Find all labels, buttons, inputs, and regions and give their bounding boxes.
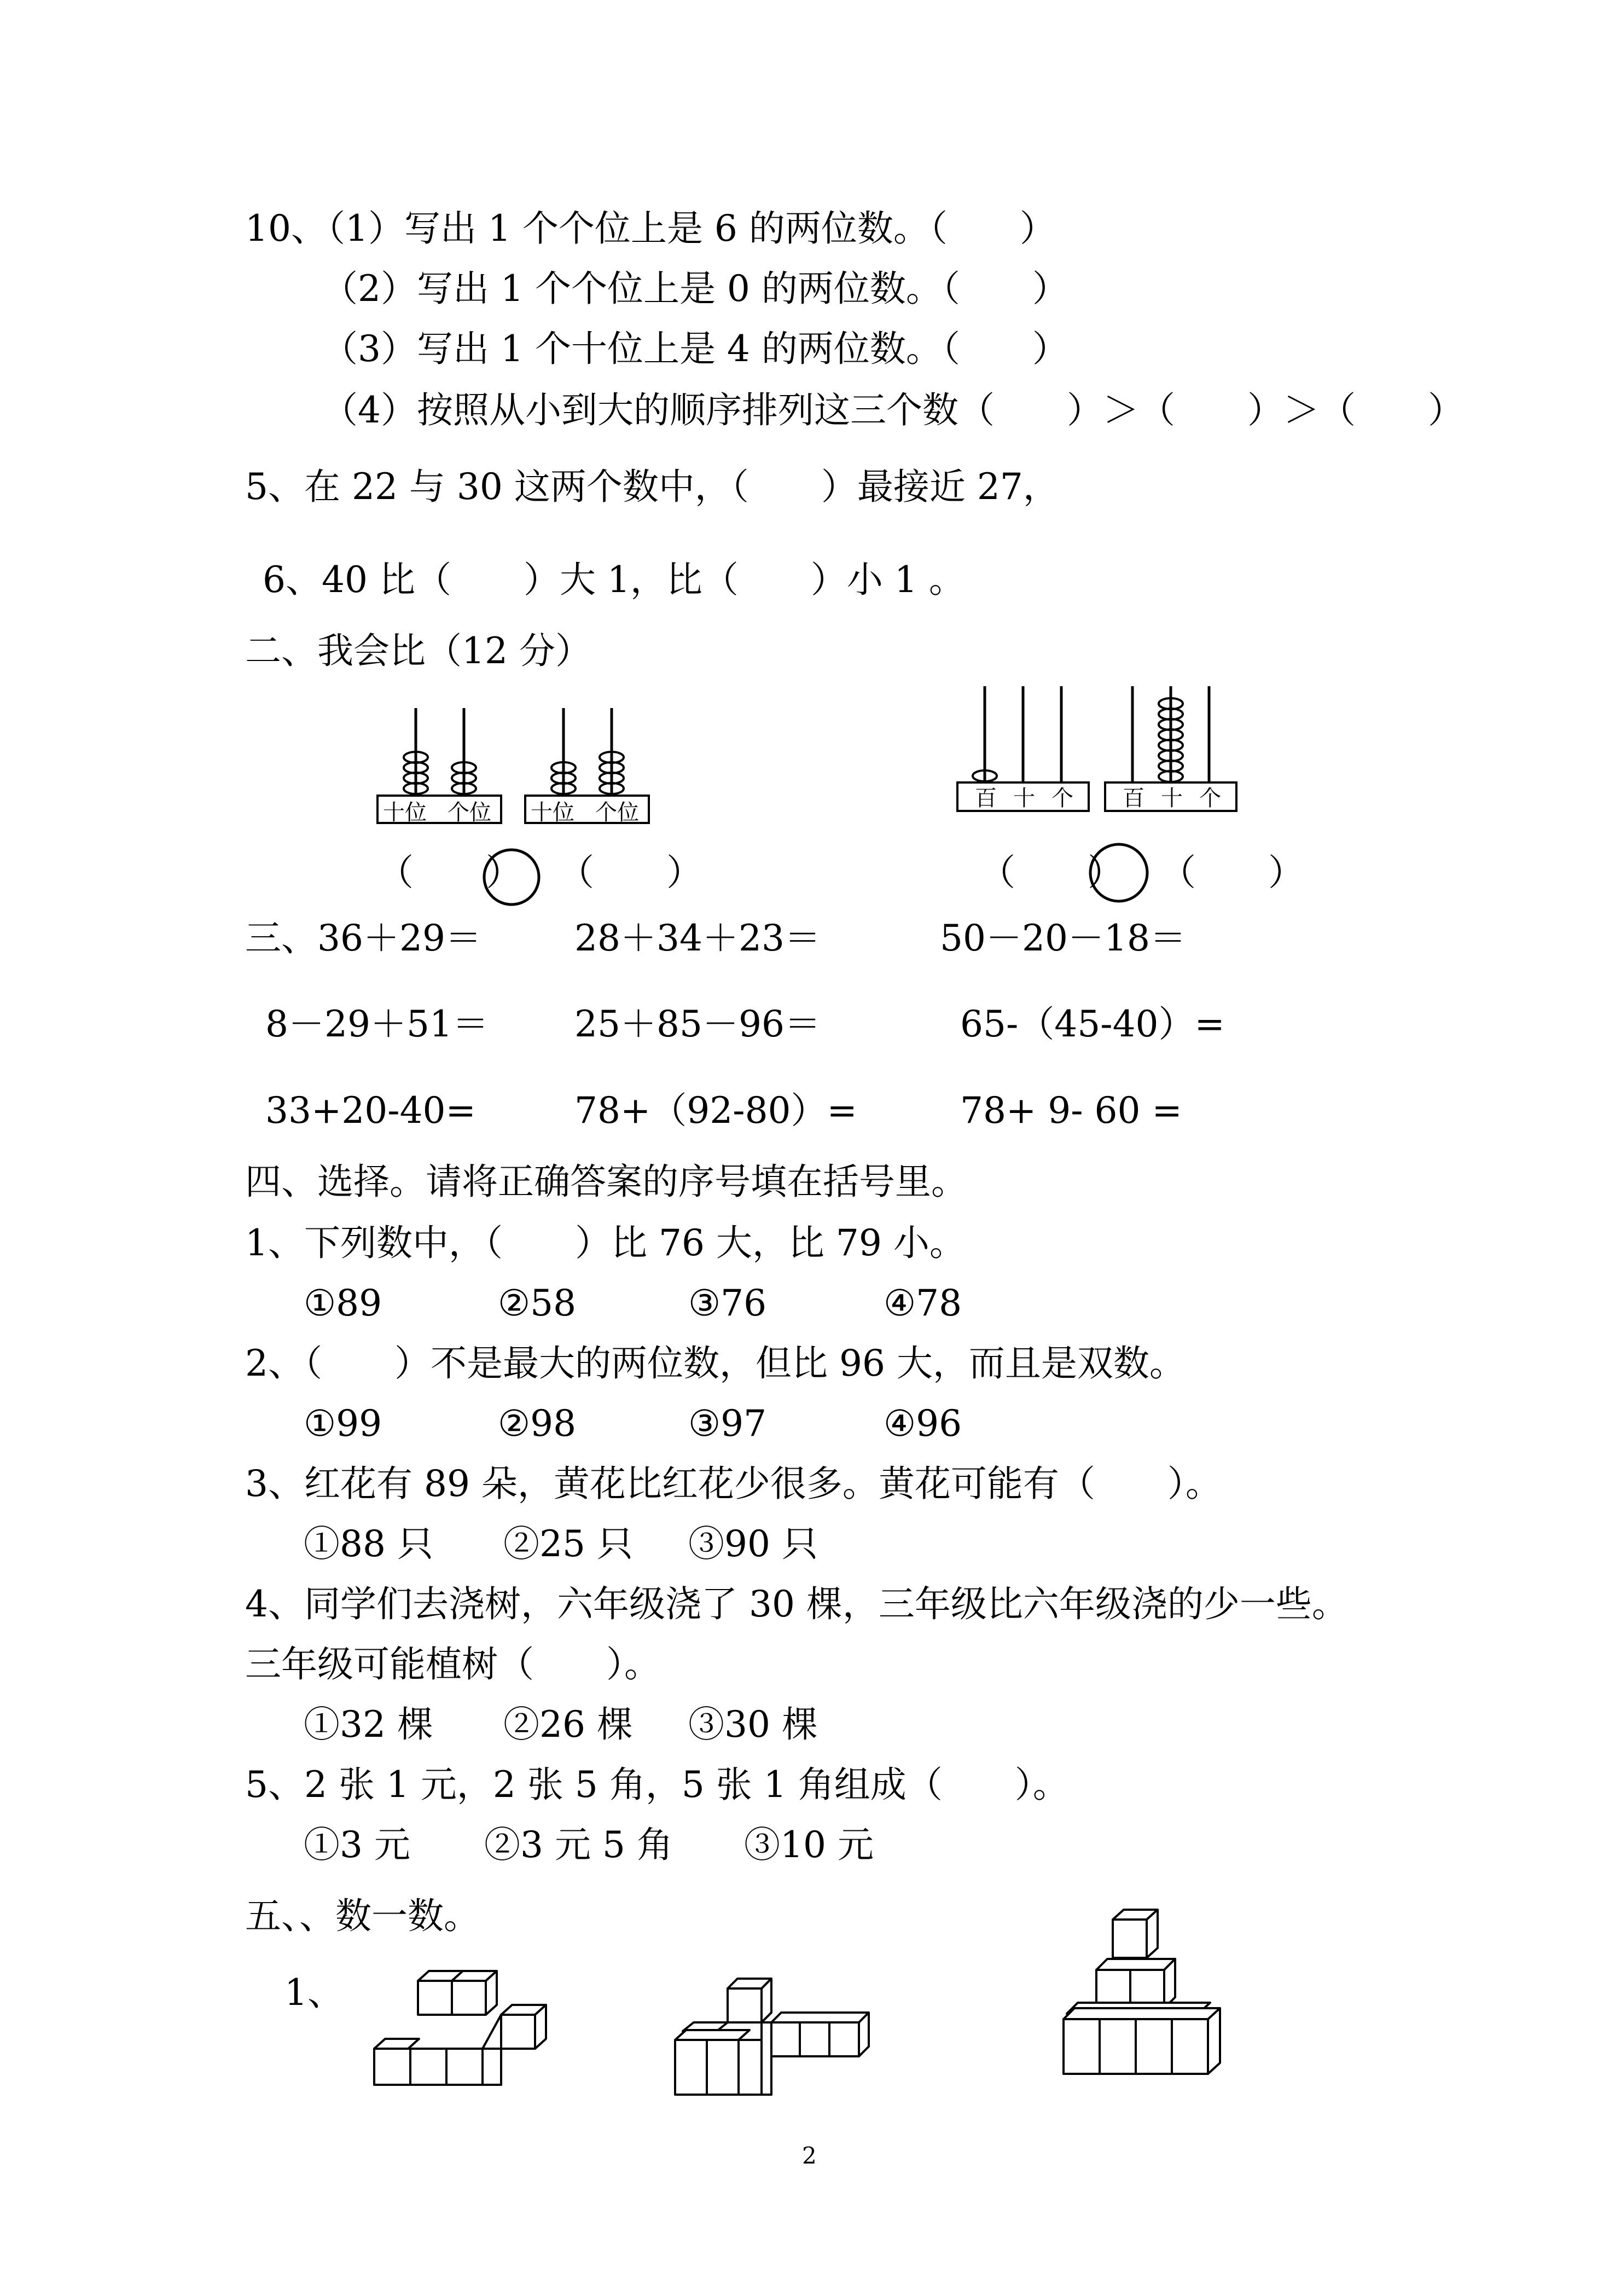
choice-q4-option: ③30 棵 bbox=[688, 1703, 818, 1746]
calc-r1c3: 50－20－18＝ bbox=[940, 917, 1186, 959]
calc-r3c3: 78+ 9- 60 = bbox=[960, 1089, 1182, 1132]
choice-q2-option: ①99 bbox=[304, 1402, 382, 1445]
q10-part4: （4）按照从小到大的顺序排列这三个数（ ）＞（ ）＞（ ） bbox=[322, 389, 1464, 431]
choice-q3: 3、红花有 89 朵，黄花比红花少很多。黄花可能有（ ）。 bbox=[245, 1463, 1222, 1505]
choice-q3-option: ①88 只 bbox=[304, 1523, 433, 1565]
abacus-label-hundreds: 百 bbox=[975, 786, 997, 811]
abacus-label-ones: 个位 bbox=[595, 800, 639, 825]
abacus-label-tens: 十 bbox=[1161, 786, 1183, 811]
calc-r3c1: 33+20-40= bbox=[265, 1089, 476, 1132]
count-q1-label: 1、 bbox=[284, 1972, 344, 2014]
compare-circle-left[interactable] bbox=[481, 847, 542, 907]
choice-q2-option: ④96 bbox=[884, 1402, 962, 1445]
section-two-title: 二、我会比（12 分） bbox=[245, 630, 591, 672]
choice-q4-option: ②26 棵 bbox=[503, 1703, 633, 1746]
question-5-closest: 5、在 22 与 30 这两个数中，（ ）最接近 27， bbox=[245, 466, 1059, 508]
cube-stack-figure-1 bbox=[372, 1964, 563, 2090]
choice-q4-line1: 4、同学们去浇树，六年级浇了 30 棵，三年级比六年级浇的少一些。 bbox=[245, 1583, 1348, 1625]
choice-q5-option: ①3 元 bbox=[304, 1824, 410, 1866]
choice-q2: 2、（ ）不是最大的两位数，但比 96 大，而且是双数。 bbox=[245, 1342, 1186, 1384]
abacus-label-hundreds: 百 bbox=[1123, 786, 1144, 811]
q10-part1: 10、（1）写出 1 个个位上是 6 的两位数。（ ） bbox=[245, 207, 1056, 250]
choice-q1-option: ②58 bbox=[498, 1282, 577, 1324]
compare-circle-right[interactable] bbox=[1089, 843, 1149, 903]
choice-q4-option: ①32 棵 bbox=[304, 1703, 433, 1746]
choice-q1-option: ③76 bbox=[688, 1282, 767, 1324]
abacus-label-ones: 个 bbox=[1051, 786, 1073, 811]
choice-q5: 5、2 张 1 元，2 张 5 角，5 张 1 角组成（ ）。 bbox=[245, 1764, 1069, 1806]
choice-q1: 1、下列数中，（ ）比 76 大，比 79 小。 bbox=[245, 1222, 966, 1264]
choice-q1-option: ①89 bbox=[304, 1282, 382, 1324]
choice-q3-option: ②25 只 bbox=[503, 1523, 633, 1565]
choice-q1-option: ④78 bbox=[884, 1282, 962, 1324]
calc-r3c2: 78+（92-80）= bbox=[574, 1089, 857, 1132]
abacus-label-ones: 个 bbox=[1199, 786, 1221, 811]
cube-stack-figure-2 bbox=[673, 1975, 870, 2101]
calc-r2c2: 25＋85－96＝ bbox=[574, 1003, 821, 1045]
calc-r1c1: 三、36＋29＝ bbox=[245, 917, 481, 959]
abacus-label-tens: 十位 bbox=[383, 800, 427, 825]
question-6-neighbors: 6、40 比（ ）大 1，比（ ）小 1 。 bbox=[263, 559, 965, 601]
abacus-label-tens: 十 bbox=[1013, 786, 1035, 811]
choice-q5-option: ③10 元 bbox=[744, 1824, 874, 1866]
abacus-label-tens: 十位 bbox=[531, 800, 574, 825]
choice-q4-line2: 三年级可能植树（ ）。 bbox=[245, 1643, 660, 1685]
choice-q5-option: ②3 元 5 角 bbox=[484, 1824, 673, 1866]
choice-q2-option: ②98 bbox=[498, 1402, 577, 1445]
choice-q2-option: ③97 bbox=[688, 1402, 767, 1445]
compare-blanks-right: （ ） （ ） bbox=[979, 851, 1304, 894]
q10-part3: （3）写出 1 个十位上是 4 的两位数。（ ） bbox=[322, 328, 1068, 370]
calc-r2c3: 65-（45-40）= bbox=[960, 1003, 1225, 1045]
choice-q3-option: ③90 只 bbox=[688, 1523, 818, 1565]
page-number: 2 bbox=[802, 2142, 817, 2169]
section-five-title: 五、、数一数。 bbox=[245, 1895, 480, 1937]
cube-stack-figure-3 bbox=[1061, 1904, 1253, 2096]
q10-part2: （2）写出 1 个个位上是 0 的两位数。（ ） bbox=[322, 268, 1068, 310]
calc-r2c1: 8－29＋51＝ bbox=[265, 1003, 489, 1045]
section-four-title: 四、选择。请将正确答案的序号填在括号里。 bbox=[245, 1161, 967, 1203]
calc-r1c2: 28＋34＋23＝ bbox=[574, 917, 821, 959]
compare-blanks-left: （ ） （ ） bbox=[377, 851, 702, 894]
abacus-label-ones: 个位 bbox=[448, 800, 491, 825]
